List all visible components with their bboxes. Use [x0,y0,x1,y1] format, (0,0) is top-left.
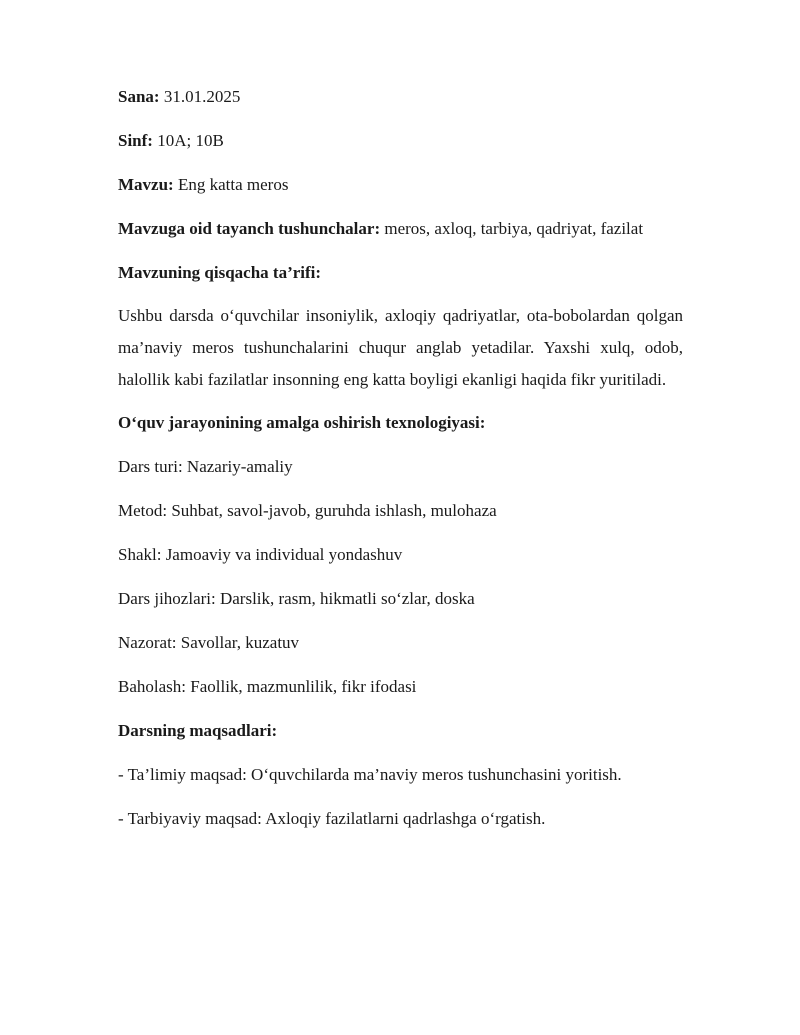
goal-item-educational: - Ta’limiy maqsad: O‘quvchilarda ma’naviy meros tushunchasini yoritish. [118,765,622,784]
technology-item-lesson-type: Dars turi: Nazariy-amaliy [118,457,293,476]
summary-heading: Mavzuning qisqacha ta’rifi: [118,263,322,282]
class-label: Sinf: [118,131,153,150]
technology-item-method: Metod: Suhbat, savol-javob, guruhda ishlash, mulohaza [118,501,497,520]
technology-item-assessment: Baholash: Faollik, mazmunlilik, fikr ifodasi [118,677,417,696]
class-line [118,130,683,152]
technology-item-form: Shakl: Jamoaviy va individual yondashuv [118,545,403,564]
key-concepts-value: meros, axloq, tarbiya, qadriyat, fazilat [380,219,644,238]
goals-heading: Darsning maqsadlari: [118,721,278,740]
topic-line [118,174,683,196]
technology-item-equipment: Dars jihozlari: Darslik, rasm, hikmatli so‘zlar, doska [118,589,475,608]
goal-item-upbringing: - Tarbiyaviy maqsad: Axloqiy fazilatlarni qadrlashga o‘rgatish. [118,809,546,828]
key-concepts-line [118,218,683,240]
document-page [118,86,683,852]
date-value: 31.01.2025 [159,87,241,106]
technology-heading: O‘quv jarayonining amalga oshirish texnologiyasi: [118,413,486,432]
topic-label: Mavzu: [118,175,174,194]
summary-paragraph: Ushbu darsda o‘quvchilar insoniylik, axloqiy qadriyatlar, ota-bobolardan qolgan ma’naviy meros tushunchalarini chuqur anglab yetadilar. Yaxshi xulq, odob, halollik kabi fazilatlar insonning eng katta boyligi ekanligi haqida fikr yuritiladi. [118,306,683,389]
class-value: 10A; 10B [152,131,224,150]
key-concepts-label: Mavzuga oid tayanch tushunchalar: [118,219,381,238]
date-label: Sana: [118,87,160,106]
topic-value: Eng katta meros [173,175,289,194]
technology-item-control: Nazorat: Savollar, kuzatuv [118,633,300,652]
date-line [118,86,683,108]
